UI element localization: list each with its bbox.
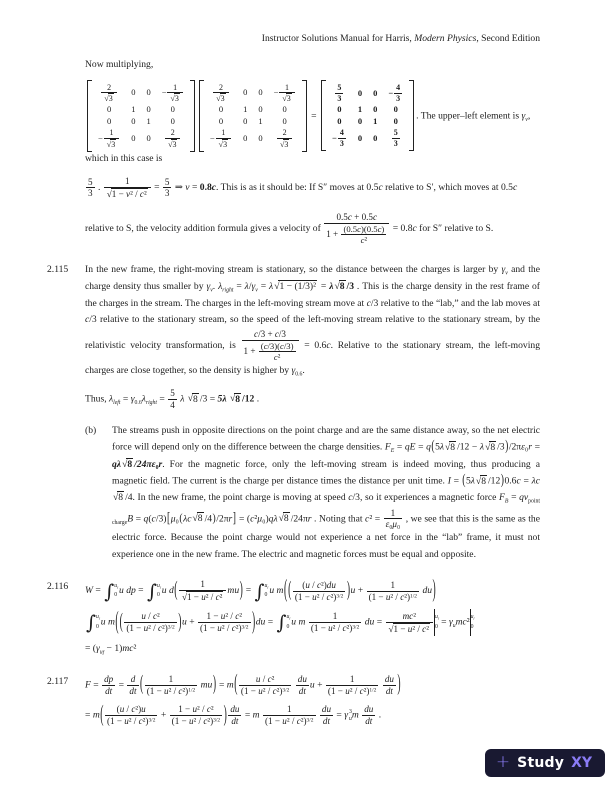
problem-number: 2.115 xyxy=(47,263,69,275)
block-body: In the new frame, the right-moving stream is stationary, so the distance between the charges is larger by $\gamma_v$ and the charge density thus smaller by $\gamma_v$. $\lambda_{right} = \lambda/\gamma_v = \lambda$ √ 1 − (1/3)² = λ √ 8 /3 . This is the charge density in the rest frame of the charges in the stream. The charges in the left-moving stream move at c/3 relative to the “lab,” and the lab moves at c/3 relative to the stationary stream, so the speed of the left-moving stream relative to the stationary stream, by the relativistic velocity transformation, is c/3 + c/3 1 + $\frac{(c/3)(c/3)}{\text{c²}}$ = 0.6c. Relative to the stationary stream, the left-moving charges are close together, so the density is higher by $\gamma_{0.6}$. xyxy=(85,263,540,377)
velocity-addition-line xyxy=(47,212,540,246)
block-body: $\frac{5}{3}$ . 1 √ 1 − v² / c² = $\frac{5}{3}$ ⇒ v = 0.8c. This is as it should be: If S″ moves at 0.5c relative to S′, which moves at 0.5c xyxy=(88,176,518,199)
problem-2117-line1 xyxy=(47,670,540,698)
problem-number xyxy=(47,423,85,425)
problem-2116-line2 xyxy=(47,609,540,636)
page-header xyxy=(0,33,540,44)
problem-number xyxy=(47,642,85,644)
block-body: The streams push in opposite directions on the point charge and are the same distance away, so the net electric force will depend only on the difference between the charge densities. $F_E$ = qE = q(5λ √ 8 /12 − λ √ 8 /3)/2πε₀r = qλ √ 8 /24πε₀r. For the magnetic force, only the left-moving stream is indeed moving, thus producing a magnetic field. The current is the charge per distance times the distance per unit time. I = (5λ √ 8 /12)0.6c = λc √ 8 /4. In the new frame, the point charge is moving at speed c/3, so it experiences a magnetic force $F_B = qv_{point charge}B = q(c/3)[\mu_0(\lambda c$ √ 8 /4)/2πr] = (c²μ₀)qλ √ 8 /24πr . Noting that c² = $\frac{1}{\text{ε₀μ₀}}$ , we see that this is the same as the electric force. Because the point charge would not experience a net force in the “lab” frame, it must not experience one in the new frame. The electric and magnetic forces must be equal and opposite. xyxy=(112,424,541,560)
problem-2115 xyxy=(47,262,540,380)
matrix-equation xyxy=(47,80,540,167)
problem-number xyxy=(47,176,85,178)
block-body: = $(\gamma_{uf} - 1)mc^2$ xyxy=(85,643,137,656)
part-label: (b) xyxy=(85,424,97,436)
block-body: Now multiplying, xyxy=(85,59,154,70)
problem-number xyxy=(47,704,85,706)
block-body: F = $\frac{dp}{dt}$ = $\frac{d}{dt}$ ( $\frac{1}{(1 - u^2 / c^2)^{1/2}}$ mu) = m( $\frac{\text{u / c²}}{(1 - u^2 / c^2)^{3/2}}$ $\frac{du}{dt}$ u + $\frac{1}{(1 - u^2 / c^2)^{1/2}}$ $\frac{du}{dt}$ ) xyxy=(85,670,401,698)
header-book-title: Modern Physics xyxy=(414,33,477,44)
logo-text-study: Study xyxy=(517,754,565,771)
block-body: relative to S, the velocity addition formula gives a velocity of 0.5c + 0.5c 1 + $\frac{(0.5c)(0.5c)}{\text{c²}}$ = 0.8c for S″ relative to S. xyxy=(85,211,494,246)
block-body: 2 √ 3 0 0 − 1 √ 3 0 1 0 0 0 0 1 0 − 1 √ 3 0 0 2 √ 3 2 √ 3 0 0 − 1 √ 3 0 1 0 0 0 0 1 0 − 1 √ 3 0 0 2 √ 3 = 5 3 0 0 − $\frac{4}{3}$ 0 1 0 0 0 0 1 0 − $\frac{4}{3}$ 0 0 5 3 . The upper–left element is $\gamma_v$, which in this case is xyxy=(85,80,540,167)
intro-line xyxy=(47,57,540,74)
header-edition: , Second Edition xyxy=(476,33,540,44)
part-b xyxy=(47,423,540,564)
problem-number xyxy=(47,388,85,390)
block-body: W = ∫ $u_f$ 0 u dp = ∫ $u_f$ 0 u d( 1 √ 1 − u² / c² mu) = ∫ $u_f$ 0 u m(( $\frac{\text{(u / c²)du}}{(1 - u^2 / c^2)^{3/2}}$ )u + $\frac{1}{(1 - u^2 / c^2)^{1/2}}$ du) xyxy=(85,575,436,605)
studyxy-logo xyxy=(485,749,605,777)
header-text: Instructor Solutions Manual for Harris, xyxy=(261,33,415,44)
problem-number xyxy=(47,212,85,214)
logo-text-xy: XY xyxy=(571,754,592,771)
problem-number: 2.117 xyxy=(47,675,69,687)
problem-number xyxy=(47,57,85,59)
problem-2116-line1 xyxy=(47,575,540,605)
problem-2117-line2 xyxy=(47,701,540,729)
problem-2116-line3 xyxy=(47,642,540,658)
gamma-equation xyxy=(47,176,540,200)
problem-number xyxy=(47,80,85,82)
block-body: ∫ $u_f$ 0 u m(( $\frac{\text{u / c²}}{(1 - u^2 / c^2)^{3/2}}$ )u + $\frac{\text{1 − u² / c²}}{(1 - u^2 / c^2)^{3/2}}$ )du = ∫ $u_f$ 0 u m $\frac{1}{(1 - u^2 / c^2)^{3/2}}$ du = mc² √ 1 − u² / c² $u_f$ 0 = $\gamma_umc^2$ $u_f$ 0 xyxy=(86,607,475,636)
block-body: Thus, $\lambda_{left} = \gamma_{0.6}\lambda_{right}$ = $\frac{5}{4}$ λ √ 8 /3 = 5λ √ 8 /12 . xyxy=(85,387,260,410)
thus-line xyxy=(47,388,540,411)
problem-number xyxy=(47,609,85,611)
plus-icon: + xyxy=(495,752,511,772)
content xyxy=(47,57,540,727)
problem-number: 2.116 xyxy=(47,581,69,593)
block-body: = m( $\frac{\text{(u / c²)u}}{(1 - u^2 / c^2)^{3/2}}$ + $\frac{\text{1 − u² / c²}}{(1 - u^2 / c^2)^{3/2}}$ ) $\frac{du}{dt}$ = m $\frac{1}{(1 - u^2 / c^2)^{3/2}}$ $\frac{du}{dt}$ = γ 3 u m $\frac{du}{dt}$ . xyxy=(85,701,382,729)
